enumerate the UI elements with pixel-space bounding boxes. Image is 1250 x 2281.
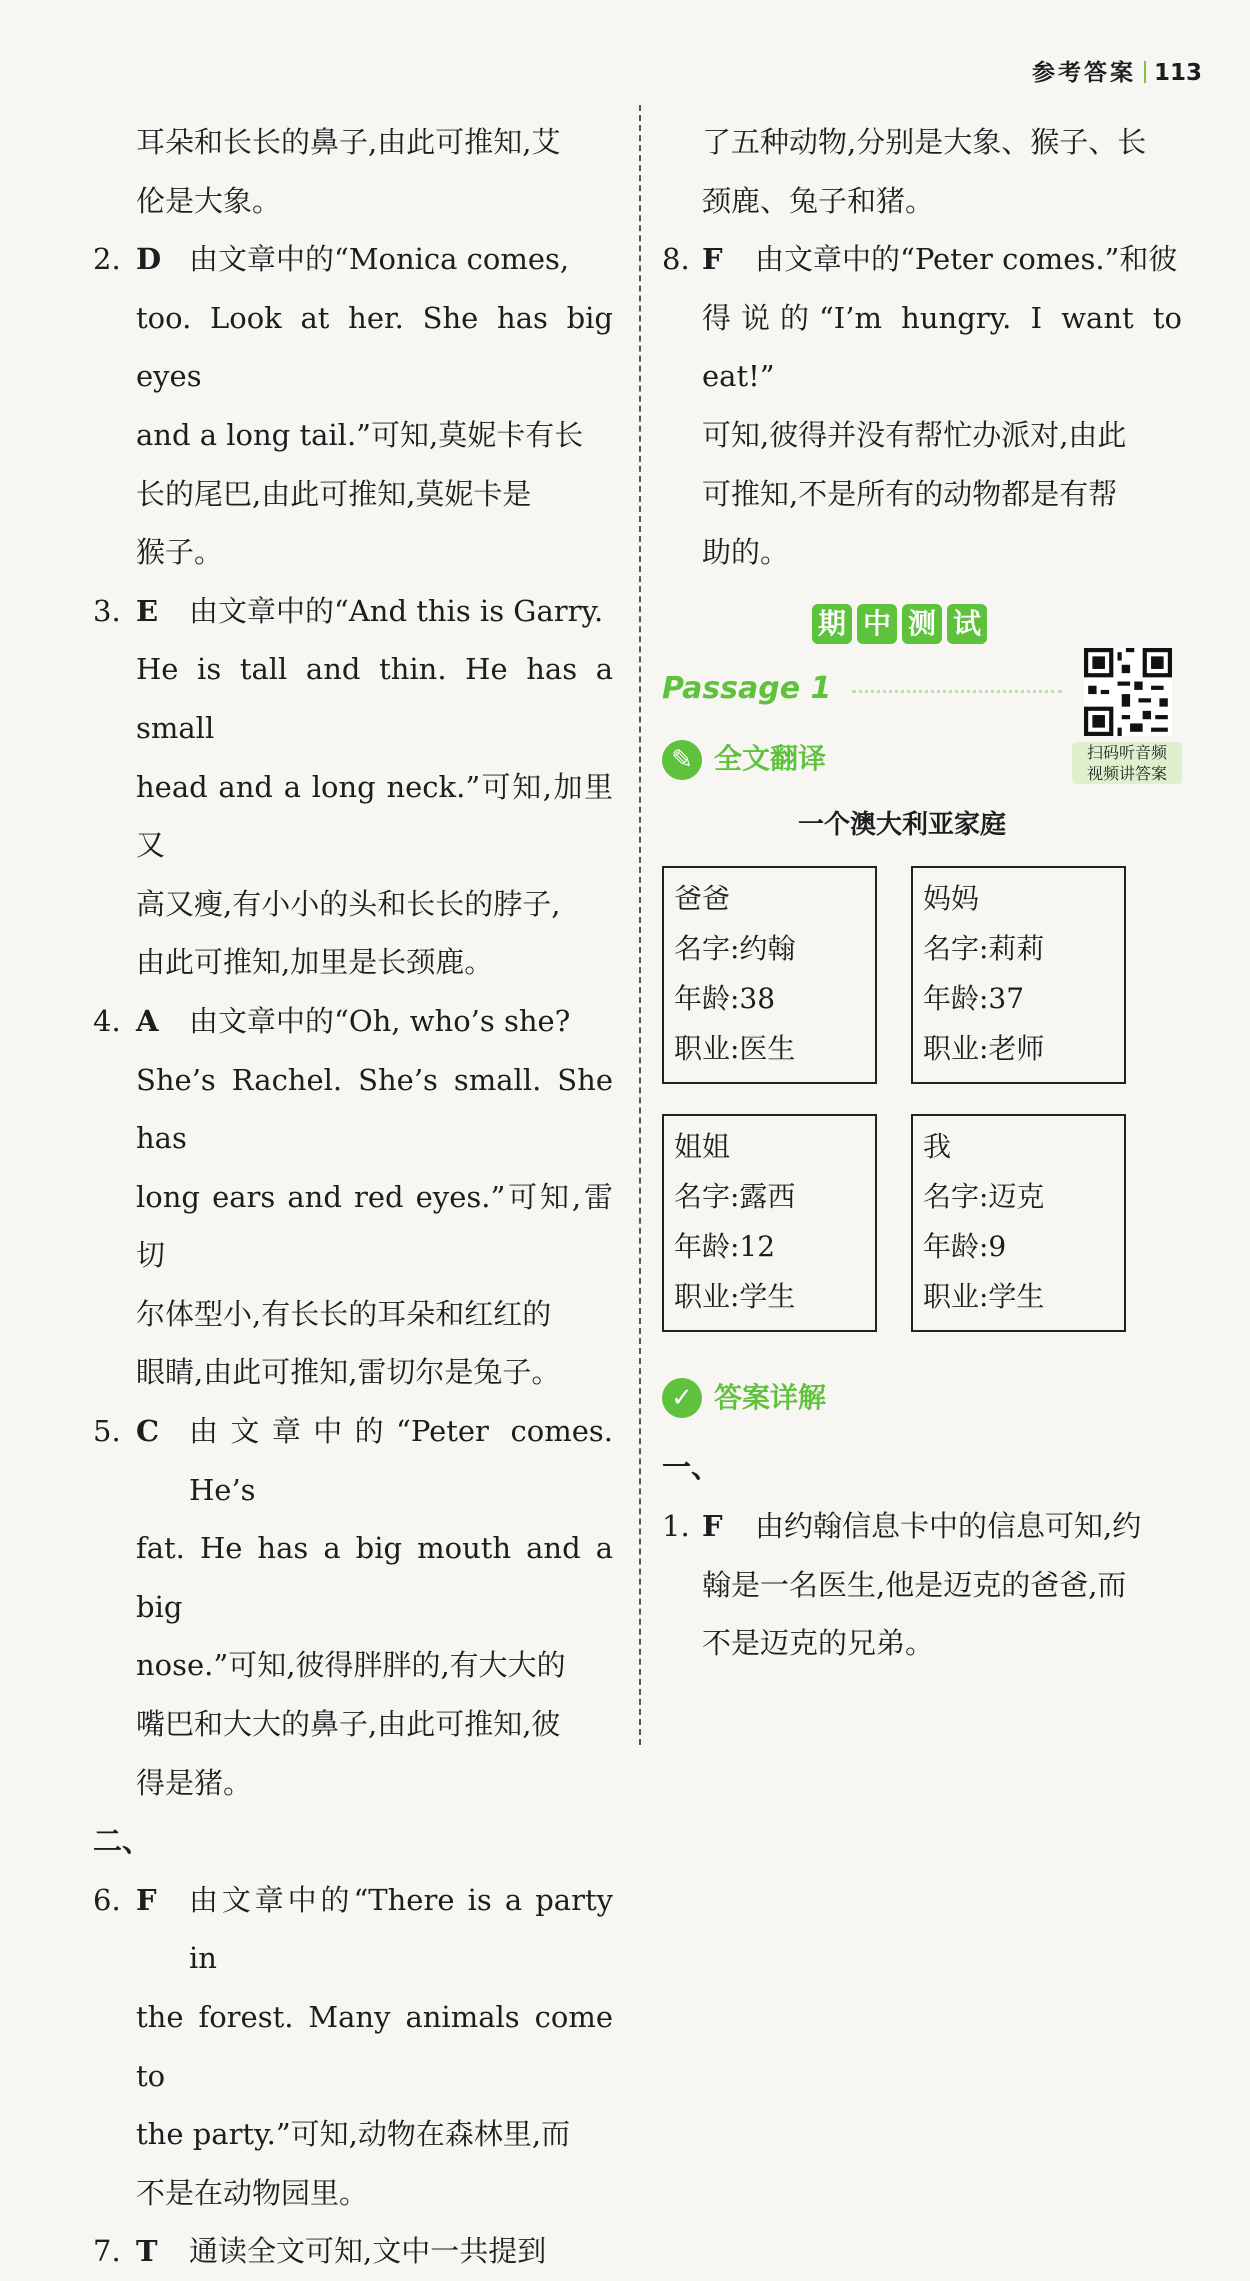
page-header <box>1032 54 1202 87</box>
answer-item-8 <box>662 230 1182 582</box>
item-text: fat. He has a big mouth and a big <box>136 1531 613 1624</box>
family-cards <box>662 866 1182 1332</box>
item-text: She’s Rachel. She’s small. She has <box>136 1062 613 1156</box>
item-answer: T <box>136 2234 158 2269</box>
answer-item-5 <box>93 1402 613 1812</box>
item-text: 猴子。 <box>136 535 224 570</box>
item-text: 不是迈克的兄弟。 <box>702 1626 935 1661</box>
item-answer: C <box>136 1414 160 1449</box>
item-text: 尔体型小,有长长的耳朵和红红的 <box>136 1296 552 1331</box>
continued-text: 颈鹿、兔子和猪。 <box>702 183 935 218</box>
title-char: 试 <box>947 604 987 644</box>
item-answer: D <box>136 242 162 277</box>
info-card-sister <box>662 1114 877 1332</box>
card-role: 爸爸 <box>674 882 731 916</box>
midterm-test-title <box>812 604 1182 644</box>
item-text: nose.”可知,彼得胖胖的,有大大的 <box>136 1648 566 1683</box>
continued-text: 了五种动物,分别是大象、猴子、长 <box>702 125 1147 159</box>
item-text: 助的。 <box>702 535 790 570</box>
card-role: 姐姐 <box>674 1130 731 1164</box>
title-char: 期 <box>812 604 852 644</box>
card-job: 职业:老师 <box>923 1032 1045 1066</box>
item-text: 可推知,不是所有的动物都是有帮 <box>702 476 1118 511</box>
qr-caption <box>1072 742 1182 784</box>
title-char: 中 <box>857 604 897 644</box>
item-text: 由此可推知,加里是长颈鹿。 <box>136 945 494 980</box>
card-age: 年龄:37 <box>923 982 1025 1016</box>
card-age: 年龄:12 <box>674 1230 776 1264</box>
item-number: 2. <box>93 242 121 277</box>
card-job: 职业:医生 <box>674 1032 796 1066</box>
item-text: too. Look at her. She has big eyes <box>136 300 613 394</box>
item-text: 由文章中的“Oh, who’s she? <box>189 1003 571 1038</box>
item-answer: E <box>136 593 159 628</box>
item-number: 1. <box>662 1508 690 1543</box>
qr-caption-line: 扫码听音频 <box>1086 742 1167 762</box>
card-role: 妈妈 <box>923 882 980 916</box>
answer-item-1 <box>662 1497 1182 1673</box>
item-text: 得是猪。 <box>136 1765 253 1800</box>
card-name: 名字:迈克 <box>923 1180 1045 1214</box>
item-text: head and a long neck.”可知,加里又 <box>136 769 613 863</box>
item-number: 8. <box>662 242 690 277</box>
item-text: 翰是一名医生,他是迈克的爸爸,而 <box>702 1567 1127 1602</box>
item-text: 由文章中的“Peter comes. He’s <box>189 1414 613 1507</box>
page-number: 113 <box>1153 60 1202 86</box>
item-answer: A <box>136 1003 159 1038</box>
card-job: 职业:学生 <box>674 1280 796 1314</box>
answer-item-4 <box>93 992 613 1402</box>
item-text: 不是在动物园里。 <box>136 2175 369 2210</box>
item-text: 嘴巴和大大的鼻子,由此可推知,彼 <box>136 1707 561 1742</box>
item-text: the forest. Many animals come to <box>136 2000 613 2093</box>
item-text: 通读全文可知,文中一共提到 <box>189 2234 547 2269</box>
card-name: 名字:约翰 <box>674 932 796 966</box>
item-text: 可知,彼得并没有帮忙办派对,由此 <box>702 417 1127 452</box>
pencil-icon: ✎ <box>662 740 702 780</box>
right-column <box>662 113 1182 1673</box>
continued-text: 耳朵和长长的鼻子,由此可推知,艾 <box>136 125 561 159</box>
translation-heading-label: 全文翻译 <box>714 742 827 776</box>
left-column <box>93 113 613 2281</box>
item-number: 3. <box>93 593 121 628</box>
answer-item-3 <box>93 582 613 992</box>
item-answer: F <box>702 242 723 277</box>
header-divider <box>1144 61 1146 83</box>
item-answer: F <box>136 1882 157 1917</box>
card-role: 我 <box>923 1130 952 1164</box>
answer-heading-label: 答案详解 <box>714 1381 827 1415</box>
card-age: 年龄:38 <box>674 982 776 1016</box>
item-number: 4. <box>93 1003 121 1038</box>
item-text: long ears and red eyes.”可知,雷切 <box>136 1179 613 1273</box>
item-text: and a long tail.”可知,莫妮卡有长 <box>136 417 584 452</box>
info-card-me <box>911 1114 1126 1332</box>
item-text: 由文章中的“There is a party in <box>189 1882 613 1976</box>
item-answer: F <box>702 1508 723 1543</box>
card-name: 名字:露西 <box>674 1180 796 1214</box>
item-text: 由文章中的“And this is Garry. <box>189 593 604 628</box>
item-number: 7. <box>93 2234 121 2269</box>
info-card-mom <box>911 866 1126 1084</box>
item-text: 由约翰信息卡中的信息可知,约 <box>755 1508 1142 1543</box>
passage-title: Passage 1 <box>662 670 832 706</box>
section-heading: 二、 <box>93 1824 152 1859</box>
card-job: 职业:学生 <box>923 1280 1045 1314</box>
item-text: 由文章中的“Monica comes, <box>189 242 570 277</box>
item-text: 高又瘦,有小小的头和长长的脖子, <box>136 886 561 921</box>
item-text: He is tall and thin. He has a small <box>136 652 613 745</box>
dotted-rule <box>852 690 1062 693</box>
item-number: 5. <box>93 1414 121 1449</box>
answer-heading <box>662 1362 1182 1434</box>
answer-item-6 <box>93 1871 613 2223</box>
answer-item-2 <box>93 230 613 582</box>
family-title: 一个澳大利亚家庭 <box>797 809 1006 840</box>
title-char: 测 <box>902 604 942 644</box>
header-label: 参考答案 <box>1031 60 1136 86</box>
section-heading: 一、 <box>662 1450 721 1485</box>
checkmark-icon: ✓ <box>662 1378 702 1418</box>
card-age: 年龄:9 <box>923 1230 1007 1264</box>
qr-caption-line: 视频讲答案 <box>1086 763 1167 783</box>
item-number: 6. <box>93 1882 121 1917</box>
qr-code-icon[interactable] <box>1084 648 1172 736</box>
item-text: 由文章中的“Peter comes.”和彼 <box>755 242 1178 277</box>
item-text: 长的尾巴,由此可推知,莫妮卡是 <box>136 476 532 511</box>
continued-text: 伦是大象。 <box>136 183 282 218</box>
item-text: 得说的“I’m hungry. I want to eat!” <box>702 300 1182 394</box>
info-card-dad <box>662 866 877 1084</box>
card-name: 名字:莉莉 <box>923 932 1045 966</box>
item-text: the party.”可知,动物在森林里,而 <box>136 2117 571 2152</box>
item-text: 眼睛,由此可推知,雷切尔是兔子。 <box>136 1355 561 1390</box>
column-divider <box>639 105 641 1745</box>
answer-item-7 <box>93 2222 613 2281</box>
